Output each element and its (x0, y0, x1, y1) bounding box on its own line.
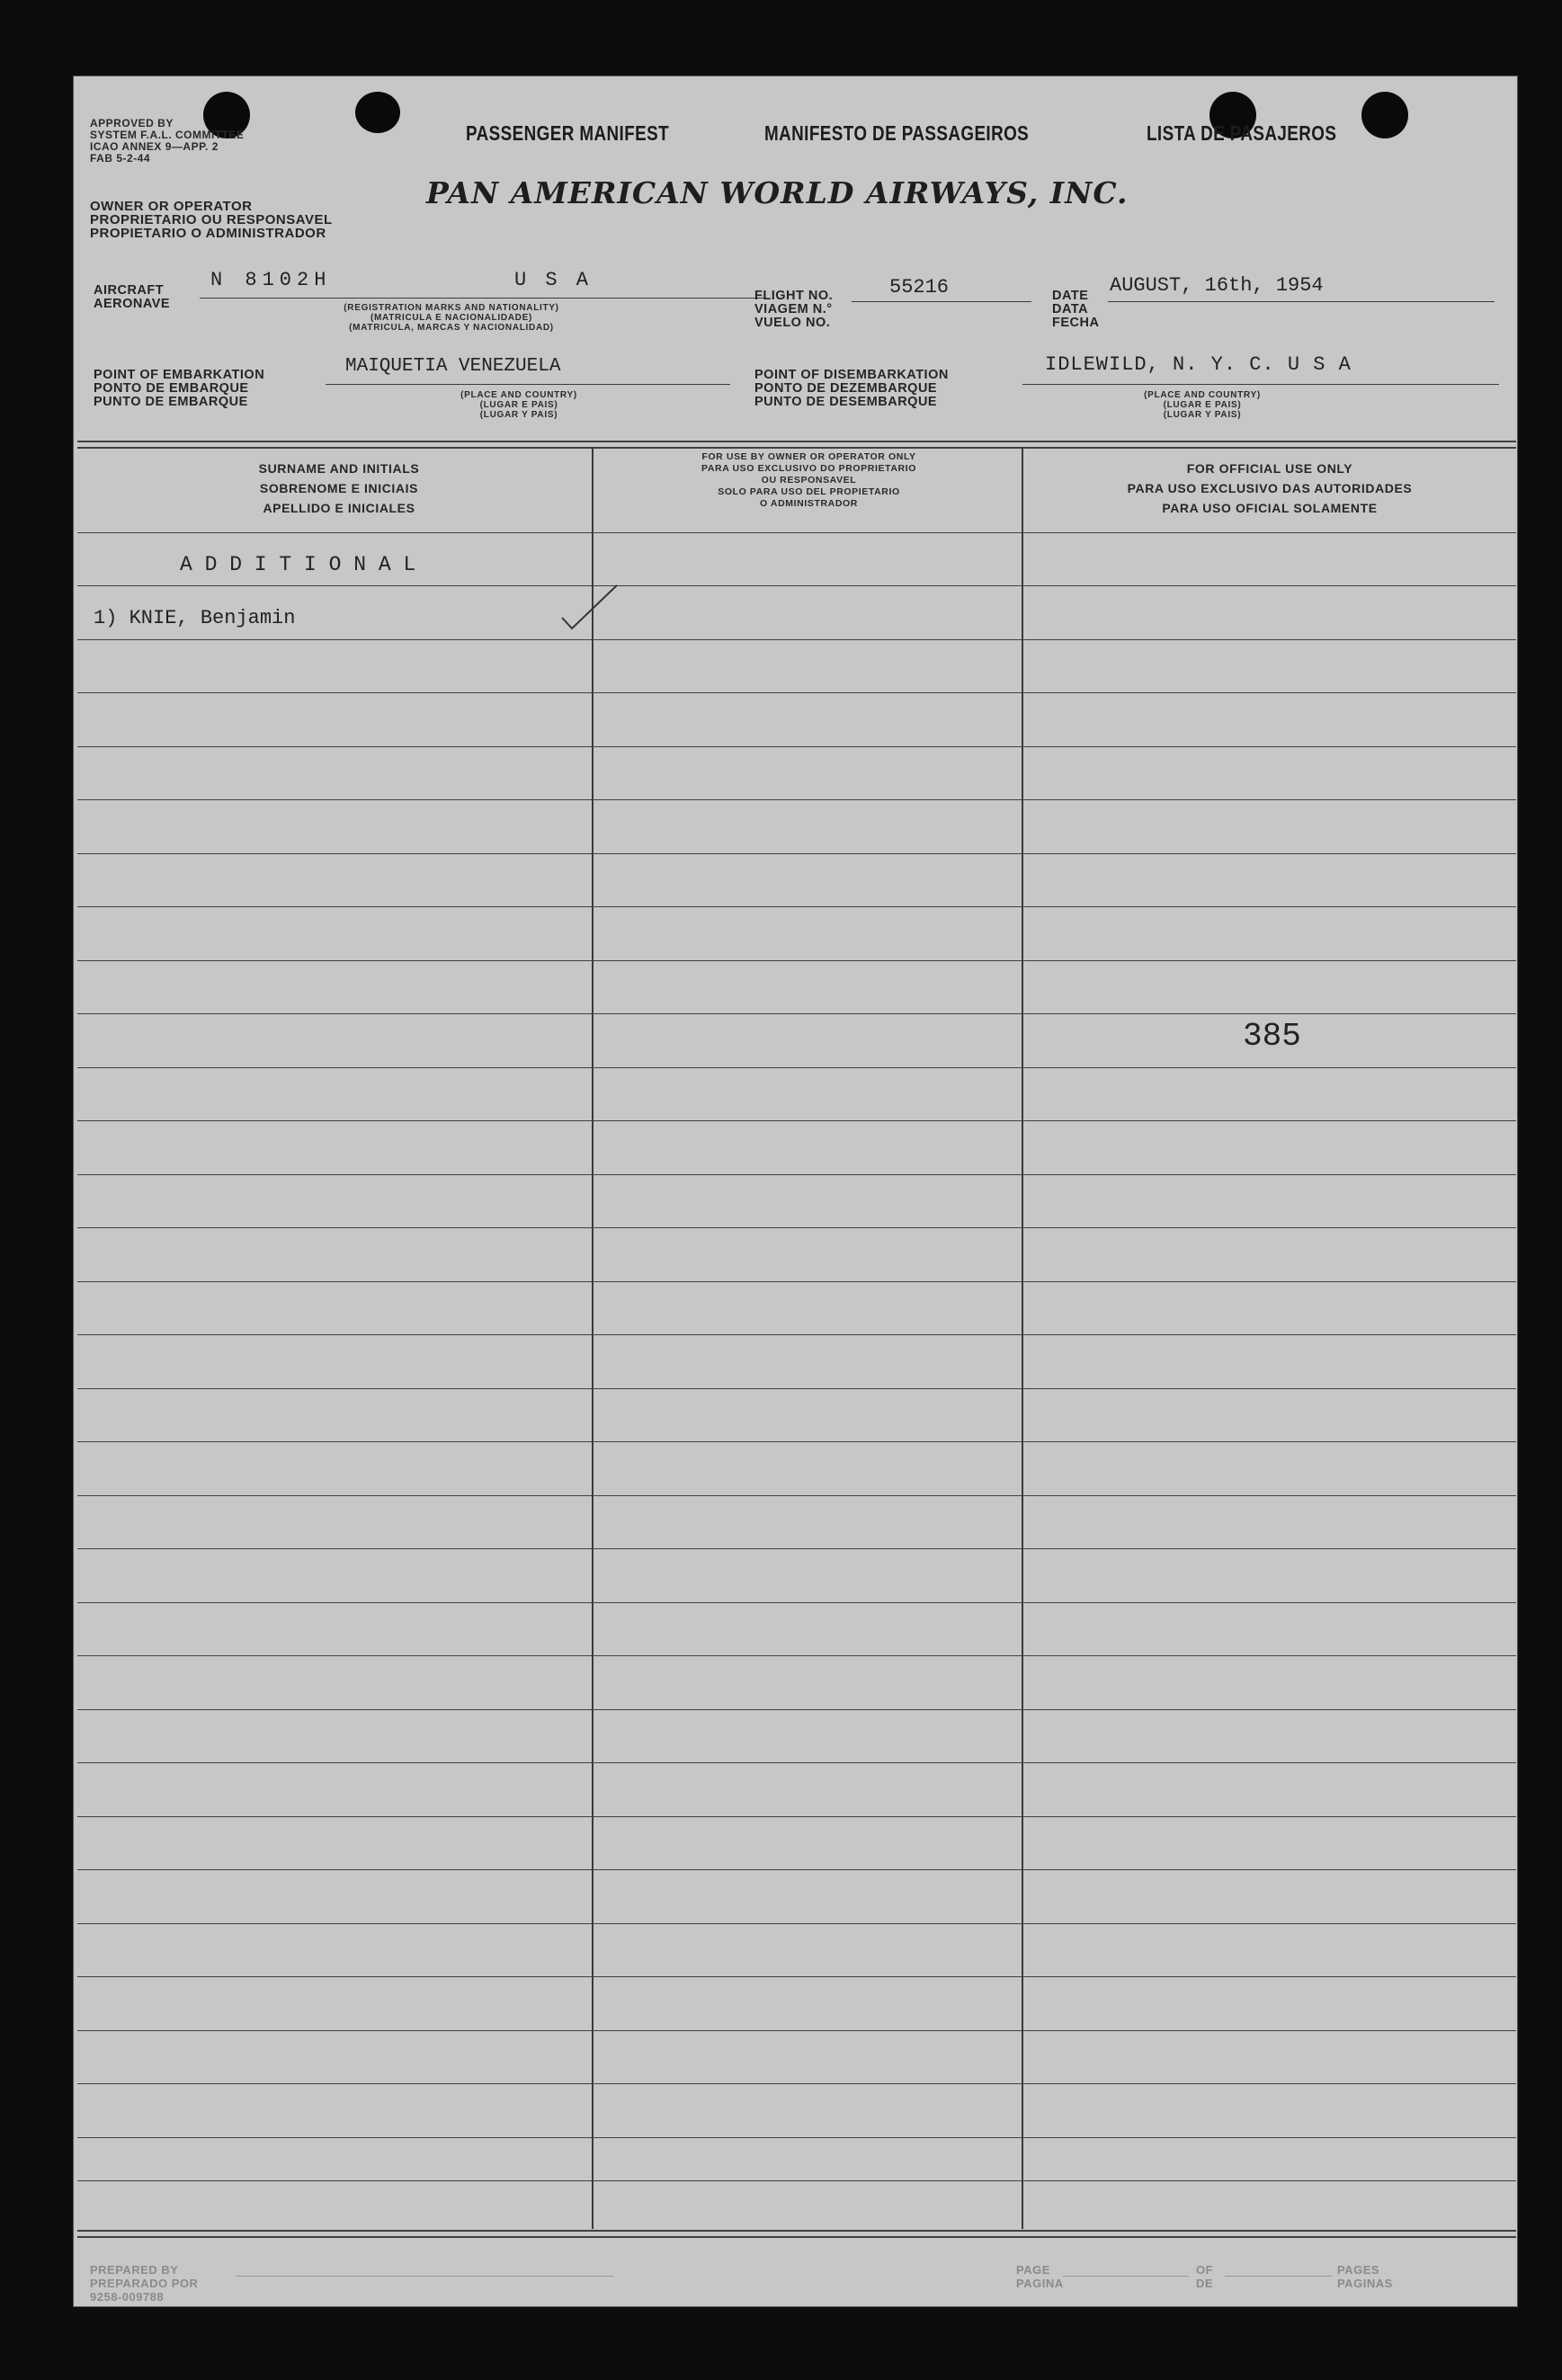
row-line (77, 2030, 1516, 2031)
approval-line: SYSTEM F.A.L. COMMITTEE (90, 129, 245, 141)
surname-header-line: APELLIDO E INICIALES (263, 501, 415, 515)
footer-pages (1337, 2263, 1393, 2290)
manifest-sheet (74, 76, 1517, 2306)
embarkation-label: PONTO DE EMBARQUE (94, 381, 249, 396)
row-line (77, 585, 1516, 586)
official-header-line: FOR OFFICIAL USE ONLY (1186, 461, 1353, 476)
of-label: DE (1196, 2277, 1214, 2290)
surname-header-line: SURNAME AND INITIALS (258, 461, 420, 476)
date-label: DATA (1052, 302, 1089, 316)
column-divider (592, 449, 594, 2229)
row-line (77, 853, 1516, 854)
date-underline (1108, 301, 1495, 302)
row-line (77, 799, 1516, 800)
row-line (77, 692, 1516, 693)
date-labels (1052, 290, 1099, 330)
row-line (77, 1388, 1516, 1389)
flight-labels (754, 290, 833, 330)
row-line (77, 2137, 1516, 2138)
row-line (77, 1441, 1516, 1442)
embarkation-sub-labels (429, 390, 609, 420)
row-line (77, 1602, 1516, 1603)
row-line (77, 906, 1516, 907)
aircraft-sub-label: (REGISTRATION MARKS AND NATIONALITY) (344, 303, 559, 313)
aircraft-registration: N 8102H (210, 269, 332, 291)
aircraft-sub-labels (281, 303, 622, 333)
embarkation-labels (94, 369, 264, 409)
operator-header-line: PARA USO EXCLUSIVO DO PROPRIETARIO (701, 463, 916, 474)
operator-header-line: FOR USE BY OWNER OR OPERATOR ONLY (701, 451, 916, 462)
row-line (77, 2180, 1516, 2181)
embarkation-sub-label: (PLACE AND COUNTRY) (460, 390, 577, 400)
row-line (77, 1227, 1516, 1228)
table-top-border (77, 447, 1516, 449)
page-underline (1063, 2276, 1189, 2277)
aircraft-sub-label: (MATRICULA E NACIONALIDADE) (370, 313, 532, 323)
flight-label: VUELO NO. (754, 316, 831, 330)
row-line (77, 1976, 1516, 1977)
surname-header-line: SOBRENOME E INICIAIS (259, 481, 419, 495)
row-line (77, 1869, 1516, 1870)
row-line (77, 1548, 1516, 1549)
disembarkation-sub-labels (1112, 390, 1292, 420)
page-label: PAGE (1016, 2263, 1050, 2277)
disembarkation-label: POINT OF DISEMBARKATION (754, 368, 949, 382)
aircraft-label: AIRCRAFT (94, 283, 165, 298)
company-name: PAN AMERICAN WORLD AIRWAYS, INC. (426, 175, 1129, 210)
embarkation-sub-label: (LUGAR E PAIS) (479, 400, 558, 410)
row-line (77, 639, 1516, 640)
footer-of (1196, 2263, 1213, 2290)
row-line (77, 1334, 1516, 1335)
checkmark-icon (559, 582, 622, 636)
owner-label: PROPRIETARIO OU RESPONSAVEL (90, 212, 333, 227)
disembarkation-label: PONTO DE DEZEMBARQUE (754, 381, 938, 396)
official-header-line: PARA USO EXCLUSIVO DAS AUTORIDADES (1127, 481, 1413, 495)
flight-number: 55216 (889, 276, 950, 299)
disembarkation-underline (1022, 384, 1499, 385)
operator-header-line: OU RESPONSAVEL (761, 475, 857, 486)
flight-underline (852, 301, 1031, 302)
column-header-surname (128, 459, 550, 518)
table-top-border (77, 441, 1516, 442)
row-line (77, 2083, 1516, 2084)
row-line (77, 1709, 1516, 1710)
title-english: PASSENGER MANIFEST (466, 121, 670, 145)
footer-prepared (90, 2263, 198, 2304)
passenger-entry: 1) KNIE, Benjamin (94, 607, 296, 629)
embarkation-label: PUNTO DE EMBARQUE (94, 395, 248, 409)
disembarkation-sub-label: (PLACE AND COUNTRY) (1144, 390, 1261, 400)
disembarkation-labels (754, 369, 949, 409)
additional-heading: A D D I T I O N A L (180, 553, 416, 576)
disembarkation-sub-label: (LUGAR E PAIS) (1163, 400, 1242, 410)
row-line (77, 1120, 1516, 1121)
operator-header-line: O ADMINISTRADOR (760, 498, 858, 509)
aircraft-labels (94, 284, 170, 311)
row-line (77, 1923, 1516, 1924)
punch-hole (355, 92, 400, 133)
table-bottom-border (77, 2236, 1516, 2238)
pages-label: PAGINAS (1337, 2277, 1393, 2290)
embarkation-label: POINT OF EMBARKATION (94, 368, 265, 382)
prepared-label: PREPARADO POR (90, 2277, 199, 2290)
row-line (77, 1174, 1516, 1175)
column-header-official (1036, 459, 1504, 518)
row-line (77, 746, 1516, 747)
owner-label: PROPIETARIO O ADMINISTRADOR (90, 226, 326, 241)
aircraft-label: AERONAVE (94, 297, 171, 311)
date-value: AUGUST, 16th, 1954 (1110, 274, 1324, 297)
official-number: 385 (1243, 1018, 1301, 1055)
official-header-line: PARA USO OFICIAL SOLAMENTE (1162, 501, 1378, 515)
disembarkation-sub-label: (LUGAR Y PAIS) (1163, 410, 1242, 420)
owner-labels (90, 200, 333, 240)
row-line (77, 1067, 1516, 1068)
approval-line: APPROVED BY (90, 117, 174, 129)
column-header-operator (600, 451, 1018, 510)
table-bottom-border (77, 2230, 1516, 2232)
of-underline (1225, 2276, 1333, 2277)
embarkation-underline (326, 384, 730, 385)
pages-label: PAGES (1337, 2263, 1380, 2277)
row-line (77, 1816, 1516, 1817)
disembarkation-label: PUNTO DE DESEMBARQUE (754, 395, 938, 409)
row-line (77, 960, 1516, 961)
row-line (77, 1655, 1516, 1656)
prepared-label: PREPARED BY (90, 2263, 179, 2277)
column-divider (1022, 449, 1023, 2229)
aircraft-underline (200, 298, 766, 299)
date-label: DATE (1052, 289, 1089, 303)
title-portuguese: MANIFESTO DE PASSAGEIROS (764, 121, 1030, 145)
title-spanish: LISTA DE PASAJEROS (1147, 121, 1337, 145)
approval-line: FAB 5-2-44 (90, 152, 151, 165)
owner-label: OWNER OR OPERATOR (90, 199, 253, 214)
approval-line: ICAO ANNEX 9—APP. 2 (90, 140, 219, 153)
aircraft-nationality: U S A (514, 269, 593, 291)
footer-page (1016, 2263, 1064, 2290)
date-label: FECHA (1052, 316, 1100, 330)
flight-label: FLIGHT NO. (754, 289, 834, 303)
aircraft-sub-label: (MATRICULA, MARCAS Y NACIONALIDAD) (349, 323, 554, 333)
embarkation-sub-label: (LUGAR Y PAIS) (479, 410, 558, 420)
disembarkation-value: IDLEWILD, N. Y. C. U S A (1045, 353, 1352, 376)
of-label: OF (1196, 2263, 1214, 2277)
operator-header-line: SOLO PARA USO DEL PROPIETARIO (718, 486, 900, 497)
flight-label: VIAGEM N.° (754, 302, 833, 316)
embarkation-value: MAIQUETIA VENEZUELA (345, 356, 561, 377)
row-line (77, 1495, 1516, 1496)
row-line (77, 1013, 1516, 1014)
row-line (77, 1762, 1516, 1763)
punch-hole (1361, 92, 1408, 138)
page-label: PAGINA (1016, 2277, 1064, 2290)
approval-block (90, 118, 245, 165)
row-line (77, 1281, 1516, 1282)
row-line (77, 532, 1516, 533)
prepared-underline (236, 2276, 613, 2277)
form-code: 9258-009788 (90, 2290, 165, 2304)
